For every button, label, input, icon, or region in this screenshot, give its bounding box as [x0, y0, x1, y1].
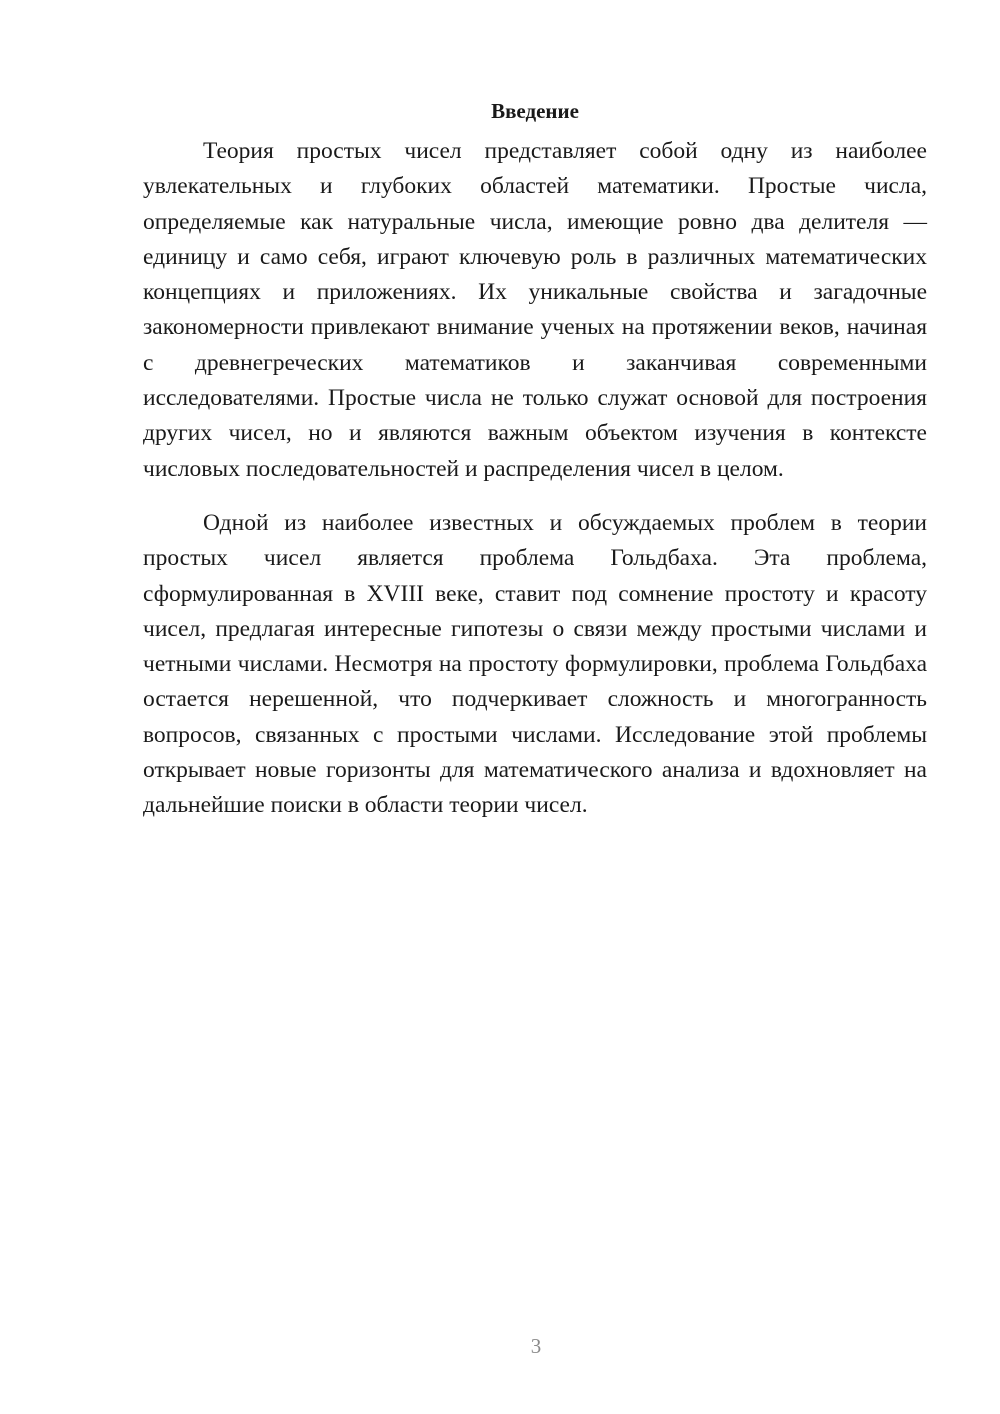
page-content [143, 96, 927, 824]
section-title: Введение [491, 99, 579, 123]
paragraph-intro: Теория простых чисел представляет собой одну из наиболее увлекательных и глубоких областей математики. Простые числа, определяемые как натуральные числа, имеющие ровно два делителя — единицу и само себя, играют ключевую роль в различных математических концепциях и приложениях. Их уникальные свойства и загадочные закономерности привлекают внимание ученых на протяжении веков, начиная с древнегреческих математиков и заканчивая современными исследователями. Простые числа не только служат основой для построения других чисел, но и являются важным объектом изучения в контексте числовых последовательностей и распределения чисел в целом. [143, 138, 927, 482]
page-number: 3 [530, 1334, 542, 1358]
paragraph-goldbach: Одной из наиболее известных и обсуждаемых проблем в теории простых чисел является проблема Гольдбаха. Эта проблема, сформулированная в XVIII веке, ставит под сомнение простоту и красоту чисел, предлагая интересные гипотезы о связи между простыми числами и четными числами. Несмотря на простоту формулировки, проблема Гольдбаха остается нерешенной, что подчеркивает сложность и многогранность вопросов, связанных с простыми числами. Исследование этой проблемы открывает новые горизонты для математического анализа и вдохновляет на дальнейшие поиски в области теории чисел. [143, 509, 927, 819]
